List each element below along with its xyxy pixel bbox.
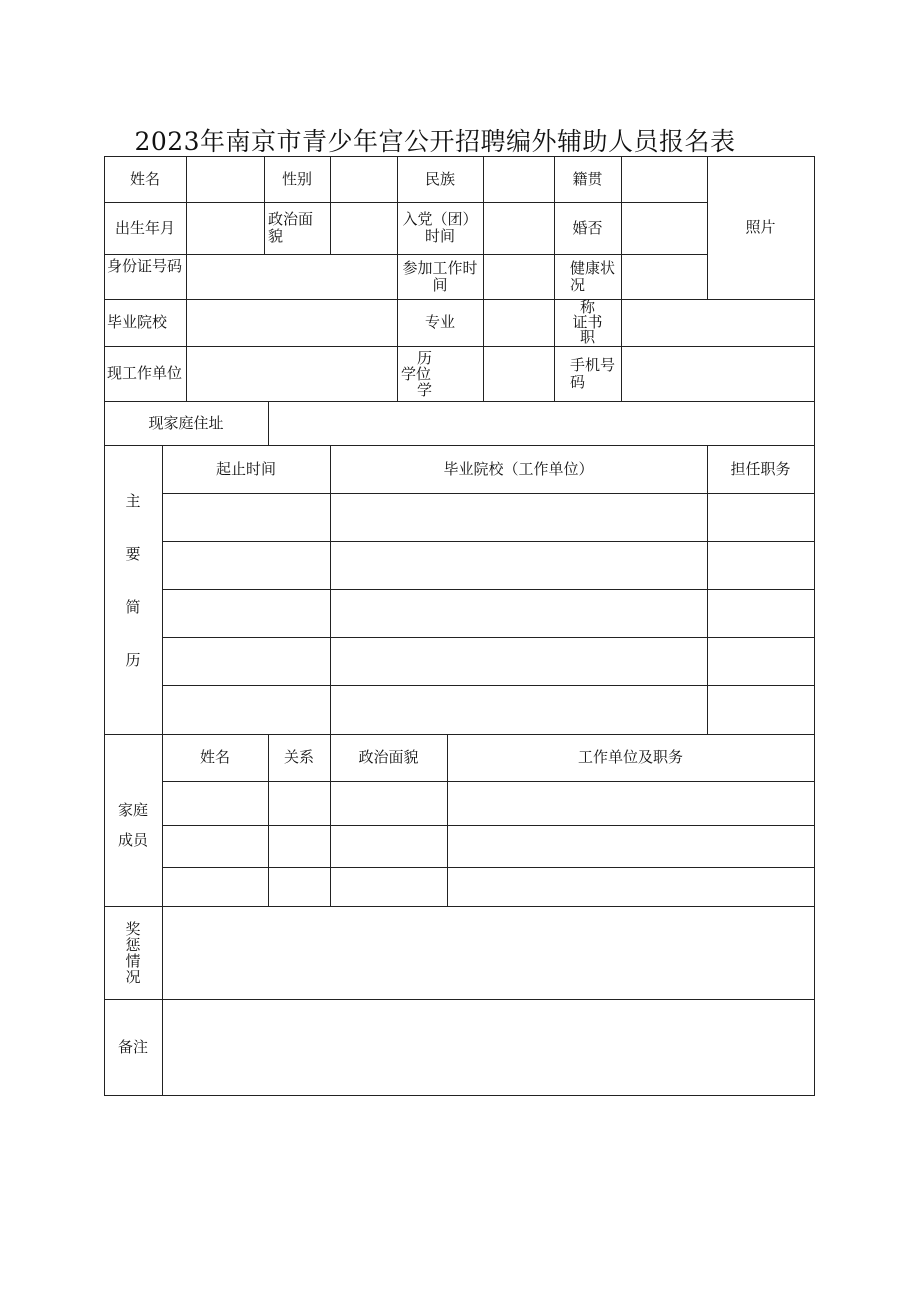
awards-label <box>104 906 162 999</box>
label-gender: 性别 <box>281 169 312 188</box>
row-divider <box>162 541 815 542</box>
label-edu-line2: 学位 <box>401 364 432 383</box>
table-border-bottom <box>104 1095 815 1096</box>
row-divider <box>162 781 815 782</box>
awards-char-3: 情 <box>125 951 141 970</box>
label-cert-line1: 称 <box>579 298 595 316</box>
resume-header-org: 毕业院校（工作单位） <box>443 459 594 478</box>
label-home-address: 现家庭住址 <box>148 413 224 432</box>
label-major: 专业 <box>424 313 455 331</box>
row-divider <box>162 589 815 590</box>
row-divider <box>162 637 815 638</box>
family-header-name: 姓名 <box>199 748 230 766</box>
col-divider <box>330 156 331 254</box>
row-divider <box>162 685 815 686</box>
col-divider <box>483 156 484 401</box>
label-school: 毕业院校 <box>107 313 168 331</box>
family-section-label <box>104 781 162 869</box>
label-cert-line3: 职 <box>579 328 595 346</box>
label-work-start <box>397 254 483 299</box>
label-political-line2: 貌 <box>268 227 284 245</box>
label-cert-line2: 证书 <box>572 313 603 331</box>
label-edu-line1: 历 <box>417 348 433 367</box>
label-work-start-line1: 参加工作时 <box>402 258 478 277</box>
resume-char-2: 要 <box>125 545 141 563</box>
row-divider <box>162 825 815 826</box>
label-work-start-line2: 间 <box>432 275 448 294</box>
col-divider <box>186 156 187 346</box>
awards-char-1: 奖 <box>125 919 141 938</box>
label-employer: 现工作单位 <box>107 364 183 382</box>
label-mobile-line2: 码 <box>570 372 586 391</box>
label-party-line1: 入党（团） <box>402 210 478 228</box>
label-edu-line3: 学 <box>417 380 433 399</box>
table-border-right <box>814 156 815 1096</box>
col-divider <box>186 346 187 401</box>
resume-section-label <box>104 493 162 669</box>
label-native-place: 籍贯 <box>572 169 603 188</box>
family-header-relation: 关系 <box>283 748 314 766</box>
label-party-line2: 时间 <box>424 227 455 245</box>
resume-header-period: 起止时间 <box>215 459 276 478</box>
form-title: 2023年南京市青少年宫公开招聘编外辅助人员报名表 <box>134 127 736 156</box>
row-divider <box>162 867 815 868</box>
label-political-line1: 政治面 <box>268 210 314 228</box>
resume-header-position: 担任职务 <box>730 459 791 478</box>
family-label-line2: 成员 <box>117 831 148 849</box>
awards-char-4: 况 <box>125 967 141 986</box>
label-party-time <box>397 202 483 254</box>
label-name: 姓名 <box>129 169 160 188</box>
label-education-degree <box>397 346 483 401</box>
label-birth: 出生年月 <box>114 218 175 237</box>
label-political-status <box>264 202 330 254</box>
label-ethnicity: 民族 <box>424 169 455 188</box>
label-title-certificate <box>554 299 621 346</box>
photo-placeholder[interactable]: 照片 <box>745 218 776 236</box>
label-health-line1: 健康状 <box>570 258 616 277</box>
resume-char-3: 简 <box>125 598 141 616</box>
resume-char-1: 主 <box>125 492 141 510</box>
label-mobile-line1: 手机号 <box>570 355 616 374</box>
remarks-label: 备注 <box>117 1037 148 1056</box>
resume-char-4: 历 <box>125 651 141 669</box>
family-header-political: 政治面貌 <box>358 748 419 766</box>
label-mobile <box>554 346 621 401</box>
col-divider <box>621 299 622 401</box>
row-divider <box>104 906 815 907</box>
row-divider <box>162 493 815 494</box>
label-health <box>554 254 621 299</box>
label-id-number: 身份证号码 <box>107 257 183 275</box>
label-health-line2: 况 <box>570 275 586 294</box>
col-divider <box>621 156 622 299</box>
family-label-line1: 家庭 <box>117 801 148 819</box>
family-header-job: 工作单位及职务 <box>577 748 683 766</box>
awards-char-2: 惩 <box>125 935 141 954</box>
row-divider <box>104 999 815 1000</box>
label-marital: 婚否 <box>572 218 603 237</box>
col-divider <box>268 401 269 445</box>
